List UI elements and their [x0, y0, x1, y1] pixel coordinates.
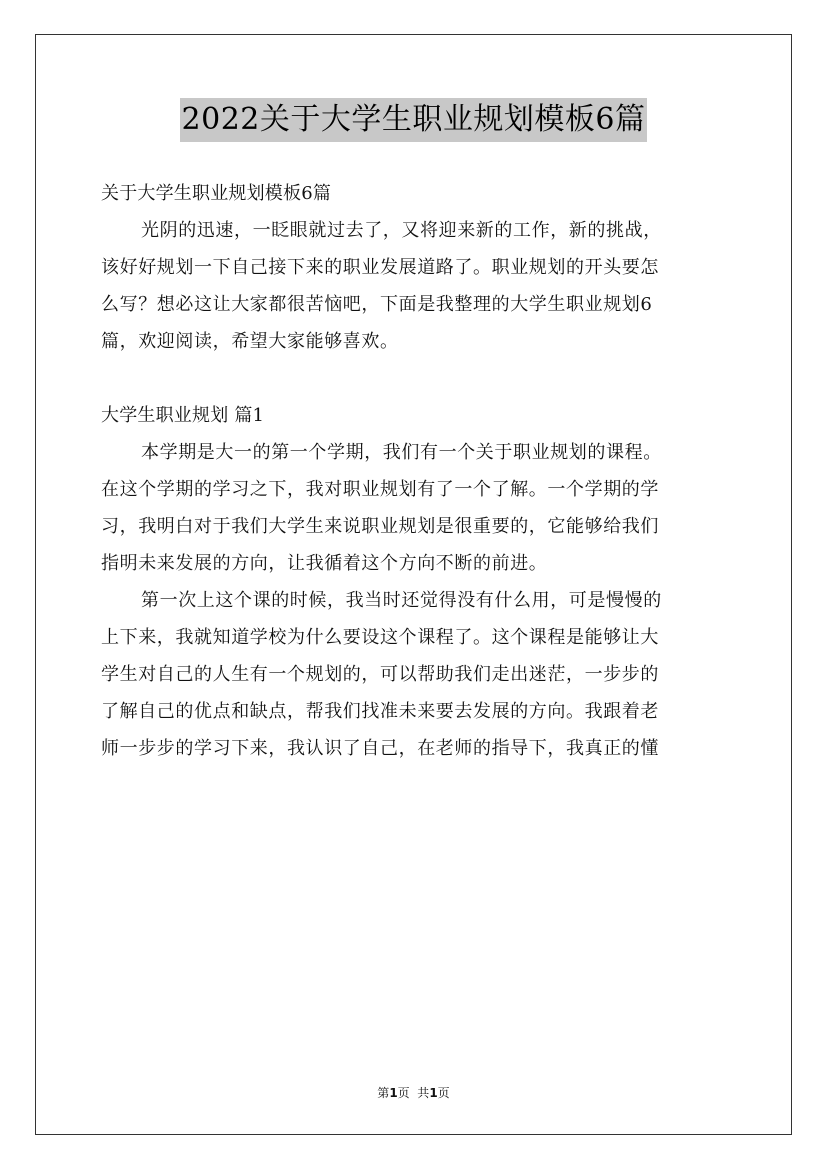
- document-subtitle: 关于大学生职业规划模板6篇: [101, 183, 332, 204]
- document-body: [101, 175, 728, 767]
- paragraph-line: 指明未来发展的方向，让我循着这个方向不断的前进。: [101, 553, 548, 574]
- section-heading: 大学生职业规划 篇1: [101, 405, 265, 426]
- intro-line: 么写？想必这让大家都很苦恼吧，下面是我整理的大学生职业规划6: [101, 294, 653, 315]
- paragraph-line: 第一次上这个课的时候，我当时还觉得没有什么用，可是慢慢的: [141, 590, 662, 611]
- footer-prefix: 第: [377, 1086, 390, 1100]
- paragraph-line: 师一步步的学习下来，我认识了自己，在老师的指导下，我真正的懂: [101, 738, 659, 759]
- paragraph-line: 了解自己的优点和缺点，帮我们找准未来要去发展的方向。我跟着老: [101, 701, 659, 722]
- footer-suffix: 页: [437, 1086, 450, 1100]
- paragraph-line: 上下来，我就知道学校为什么要设这个课程了。这个课程是能够让大: [101, 627, 659, 648]
- blank-line: [101, 360, 728, 397]
- paragraph-line: 在这个学期的学习之下，我对职业规划有了一个了解。一个学期的学: [101, 479, 659, 500]
- current-page-number: 1: [389, 1086, 398, 1100]
- intro-line: 光阴的迅速，一眨眼就过去了，又将迎来新的工作，新的挑战，: [141, 220, 662, 241]
- paragraph-line: 学生对自己的人生有一个规划的，可以帮助我们走出迷茫，一步步的: [101, 664, 659, 685]
- document-title: 2022关于大学生职业规划模板6篇: [180, 98, 648, 142]
- paragraph-line: 本学期是大一的第一个学期，我们有一个关于职业规划的课程。: [141, 442, 662, 463]
- intro-line: 该好好规划一下自己接下来的职业发展道路了。职业规划的开头要怎: [101, 257, 659, 278]
- title-container: [0, 98, 827, 142]
- total-page-number: 1: [429, 1086, 438, 1100]
- footer-middle: 页 共: [397, 1086, 430, 1100]
- page-footer: [0, 1084, 827, 1101]
- paragraph-line: 习，我明白对于我们大学生来说职业规划是很重要的，它能够给我们: [101, 516, 659, 537]
- intro-line: 篇，欢迎阅读，希望大家能够喜欢。: [101, 331, 399, 352]
